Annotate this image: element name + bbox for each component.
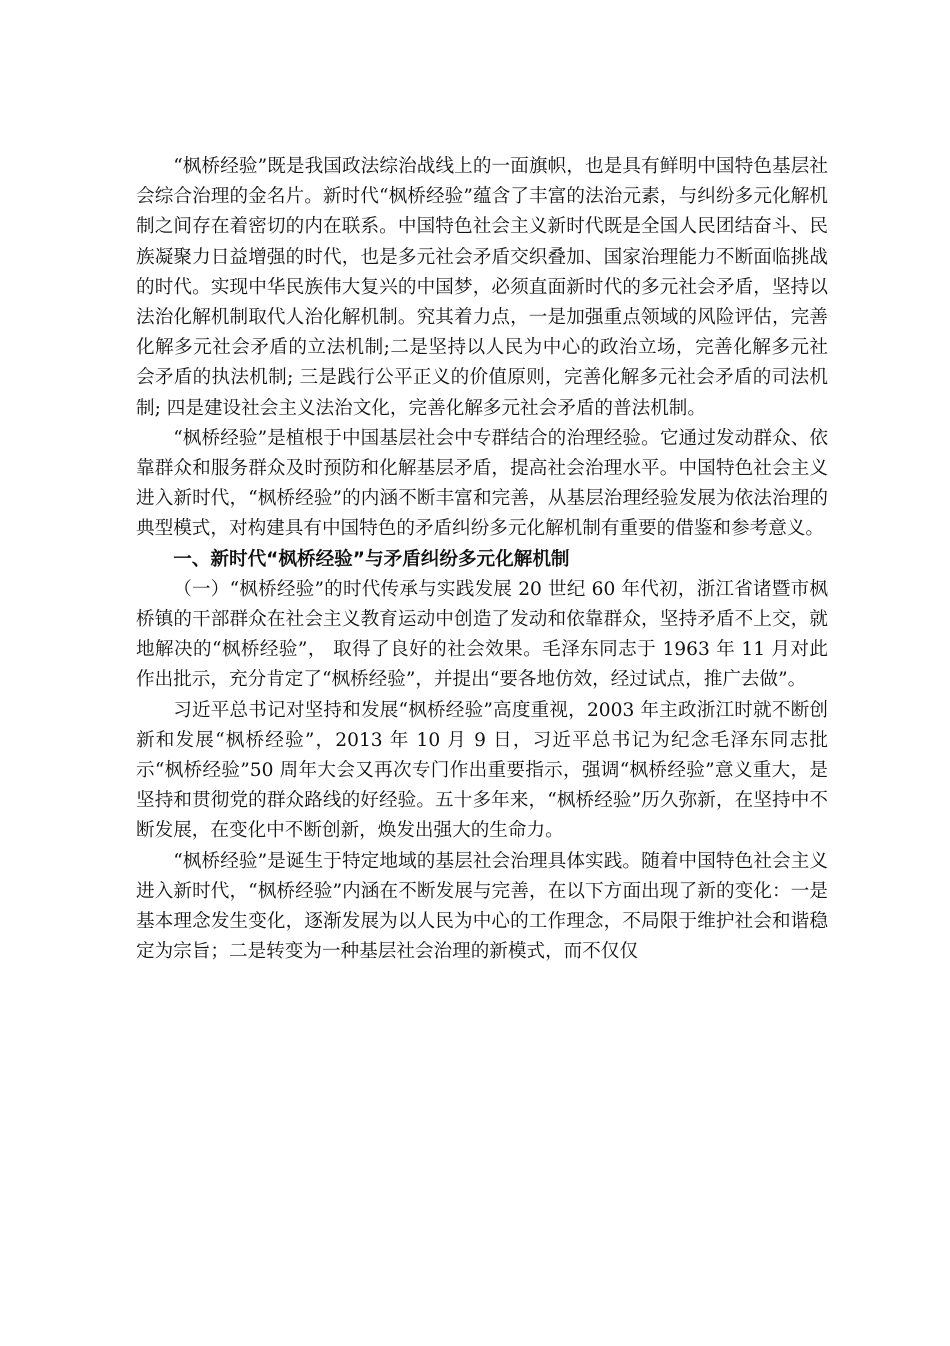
document-body <box>136 152 828 967</box>
paragraph-intro: “枫桥经验”既是我国政法综治战线上的一面旗帜，也是具有鲜明中国特色基层社会综合治理的金名片。新时代“枫桥经验”蕴含了丰富的法治元素，与纠纷多元化解机制之间存在着密切的内在联系。中国特色社会主义新时代既是全国人民团结奋斗、民族凝聚力日益增强的时代，也是多元社会矛盾交织叠加、国家治理能力不断面临挑战的时代。实现中华民族伟大复兴的中国梦，必须直面新时代的多元社会矛盾，坚持以法治化解机制取代人治化解机制。究其着力点，一是加强重点领域的风险评估，完善化解多元社会矛盾的立法机制;二是坚持以人民为中心的政治立场，完善化解多元社会矛盾的执法机制; 三是践行公平正义的价值原则，完善化解多元社会矛盾的司法机制; 四是建设社会主义法治文化，完善化解多元社会矛盾的普法机制。 <box>136 156 828 419</box>
section-heading-1: 一、新时代“枫桥经验”与矛盾纠纷多元化解机制 <box>173 548 570 570</box>
paragraph-xi-emphasis: 习近平总书记对坚持和发展“枫桥经验”高度重视，2003 年主政浙江时就不断创新和发展“枫桥经验”，2013 年 10 月 9 日，习近平总书记为纪念毛泽东同志批示“枫桥经验”50 周年大会又再次专门作出重要指示，强调“枫桥经验”意义重大，是坚持和贯彻党的群众路线的好经验。五十多年来，“枫桥经验”历久弥新，在坚持中不断发展，在变化中不断创新，焕发出强大的生命力。 <box>136 699 828 842</box>
paragraph-new-changes: “枫桥经验”是诞生于特定地域的基层社会治理具体实践。随着中国特色社会主义进入新时代，“枫桥经验”内涵在不断发展与完善，在以下方面出现了新的变化：一是基本理念发生变化，逐渐发展为以人民为中心的工作理念，不局限于维护社会和谐稳定为宗旨；二是转变为一种基层社会治理的新模式，而不仅仅 <box>136 850 828 963</box>
paragraph-history: （一）“枫桥经验”的时代传承与实践发展 20 世纪 60 年代初，浙江省诸暨市枫桥镇的干部群众在社会主义教育运动中创造了发动和依靠群众，坚持矛盾不上交，就地解决的“枫桥经验”， 取得了良好的社会效果。毛泽东同志于 1963 年 11 月对此作出批示，充分肯定了“枫桥经验”，并提出“要各地仿效，经过试点，推广去做”。 <box>136 578 828 691</box>
paragraph-fengqiao-overview: “枫桥经验”是植根于中国基层社会中专群结合的治理经验。它通过发动群众、依靠群众和服务群众及时预防和化解基层矛盾，提高社会治理水平。中国特色社会主义进入新时代，“枫桥经验”的内涵不断丰富和完善，从基层治理经验发展为依法治理的典型模式，对构建具有中国特色的矛盾纠纷多元化解机制有重要的借鉴和参考意义。 <box>136 427 828 540</box>
